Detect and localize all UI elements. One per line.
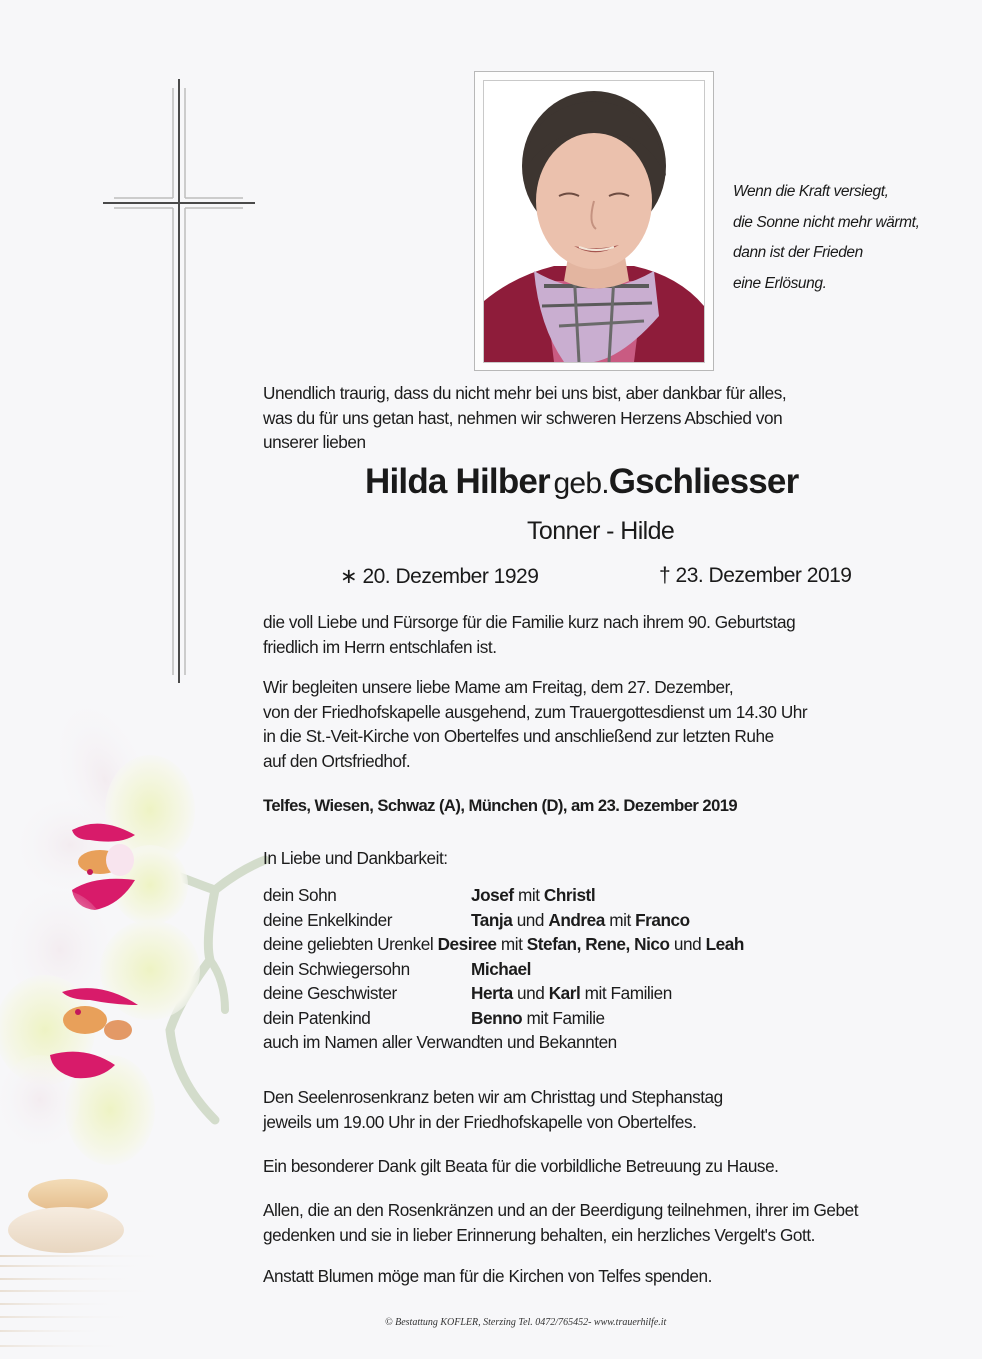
footer-credit: © Bestattung KOFLER, Sterzing Tel. 0472/765452- www.trauerhilfe.it (385, 1317, 667, 1328)
mourner-connector: und (669, 934, 706, 954)
intro-line: unserer lieben (263, 432, 366, 452)
mourner-row (263, 883, 883, 908)
poem-line: eine Erlösung. (733, 274, 827, 292)
mourner-name: Christl (543, 885, 596, 905)
portrait-frame (474, 71, 714, 371)
mourner-name: Josef (471, 885, 514, 905)
mourner-relation: dein Sohn (263, 885, 337, 905)
birth-star-icon: ∗ (340, 565, 358, 588)
thanks-line: Allen, die an den Rosenkränzen und an der Beerdigung teilnehmen, ihrer im Gebet (263, 1200, 859, 1220)
nickname: Tonner - Hilde (527, 517, 675, 545)
mourner-relation: deine geliebten Urenkel (263, 934, 434, 954)
poem-line: die Sonne nicht mehr wärmt, (733, 213, 920, 231)
flowers-note: Anstatt Blumen möge man für die Kirchen von Telfes spenden. (263, 1266, 712, 1286)
geb-label: geb. (553, 467, 609, 500)
mourner-connector: und (512, 909, 549, 930)
funeral-text (263, 675, 807, 773)
mourner-name: Benno (471, 1007, 523, 1028)
mourner-name: Herta (471, 983, 513, 1003)
death-cross-icon: † (659, 564, 671, 587)
rosary-line: Den Seelenrosenkranz beten wir am Christtag und Stephanstag (263, 1087, 723, 1107)
mourner-relation: deine Enkelkinder (263, 909, 392, 930)
funeral-line: von der Friedhofskapelle ausgehend, zum Trauergottesdienst um 14.30 Uhr (263, 701, 808, 722)
poem-line: Wenn die Kraft versiegt, (733, 183, 889, 200)
death-date (659, 564, 851, 588)
funeral-line: auf den Ortsfriedhof. (263, 750, 411, 771)
mourners-list (263, 883, 883, 1055)
deceased-maiden-name: Gschliesser (608, 462, 799, 501)
mourner-name: Tanja (471, 909, 513, 930)
mourner-connector: und (512, 983, 549, 1003)
mourner-connector: mit Familien (580, 983, 672, 1003)
portrait-photo (484, 81, 704, 362)
mourner-connector: mit (513, 885, 544, 905)
mourners-intro: In Liebe und Dankbarkeit: (263, 848, 448, 868)
intro-text (263, 381, 786, 455)
thanks-beata: Ein besonderer Dank gilt Beata für die vorbildliche Betreuung zu Hause. (263, 1156, 779, 1176)
mourner-row (263, 908, 883, 933)
mourner-name: Desiree (437, 934, 497, 954)
thanks-all (263, 1198, 858, 1247)
mourners-outro: auch im Namen aller Verwandten und Bekannten (263, 1032, 617, 1052)
mourner-row (263, 981, 883, 1006)
passing-line: die voll Liebe und Fürsorge für die Familie kurz nach ihrem 90. Geburtstag (263, 612, 796, 632)
mourner-name: Franco (635, 909, 690, 930)
funeral-line: Wir begleiten unsere liebe Mame am Freitag, dem 27. Dezember, (263, 677, 734, 697)
mourner-relation: deine Geschwister (263, 983, 397, 1003)
death-date-text: 23. Dezember 2019 (675, 564, 852, 587)
mourner-row (263, 932, 883, 957)
mourner-row (263, 957, 883, 982)
rosary-line: jeweils um 19.00 Uhr in der Friedhofskapelle von Obertelfes. (263, 1111, 697, 1132)
mourner-name: Stefan, Rene, Nico (526, 934, 670, 954)
mourner-name: Andrea (548, 909, 605, 930)
mourner-connector: mit (604, 909, 636, 930)
mourner-name: Michael (471, 958, 531, 979)
poem (733, 177, 920, 299)
birth-date-text: 20. Dezember 1929 (362, 565, 539, 588)
passing-text (263, 610, 795, 659)
mourner-relation: dein Patenkind (263, 1007, 371, 1028)
mourner-name: Leah (705, 934, 744, 954)
funeral-line: in die St.-Veit-Kirche von Obertelfes und anschließend zur letzten Ruhe (263, 726, 774, 746)
place-date: Telfes, Wiesen, Schwaz (A), München (D), am 23. Dezember 2019 (263, 796, 738, 815)
birth-date (340, 564, 538, 589)
deceased-name (365, 462, 798, 502)
intro-line: was du für uns getan hast, nehmen wir schweren Herzens Abschied von (263, 407, 783, 428)
mourner-connector: mit Familie (522, 1007, 605, 1028)
deceased-first-last-name: Hilda Hilber (365, 462, 550, 501)
passing-line: friedlich im Herrn entschlafen ist. (263, 636, 497, 657)
intro-line: Unendlich traurig, dass du nicht mehr bei uns bist, aber dankbar für alles, (263, 383, 787, 403)
mourner-connector: mit (496, 934, 527, 954)
rosary-text (263, 1085, 723, 1134)
thanks-line: gedenken und sie in lieber Erinnerung behalten, ein herzliches Vergelt's Gott. (263, 1224, 815, 1245)
mourner-name: Karl (548, 983, 581, 1003)
cross-icon (100, 75, 260, 690)
mourner-row (263, 1006, 883, 1031)
mourner-relation: dein Schwiegersohn (263, 958, 410, 979)
poem-line: dann ist der Frieden (733, 244, 863, 261)
